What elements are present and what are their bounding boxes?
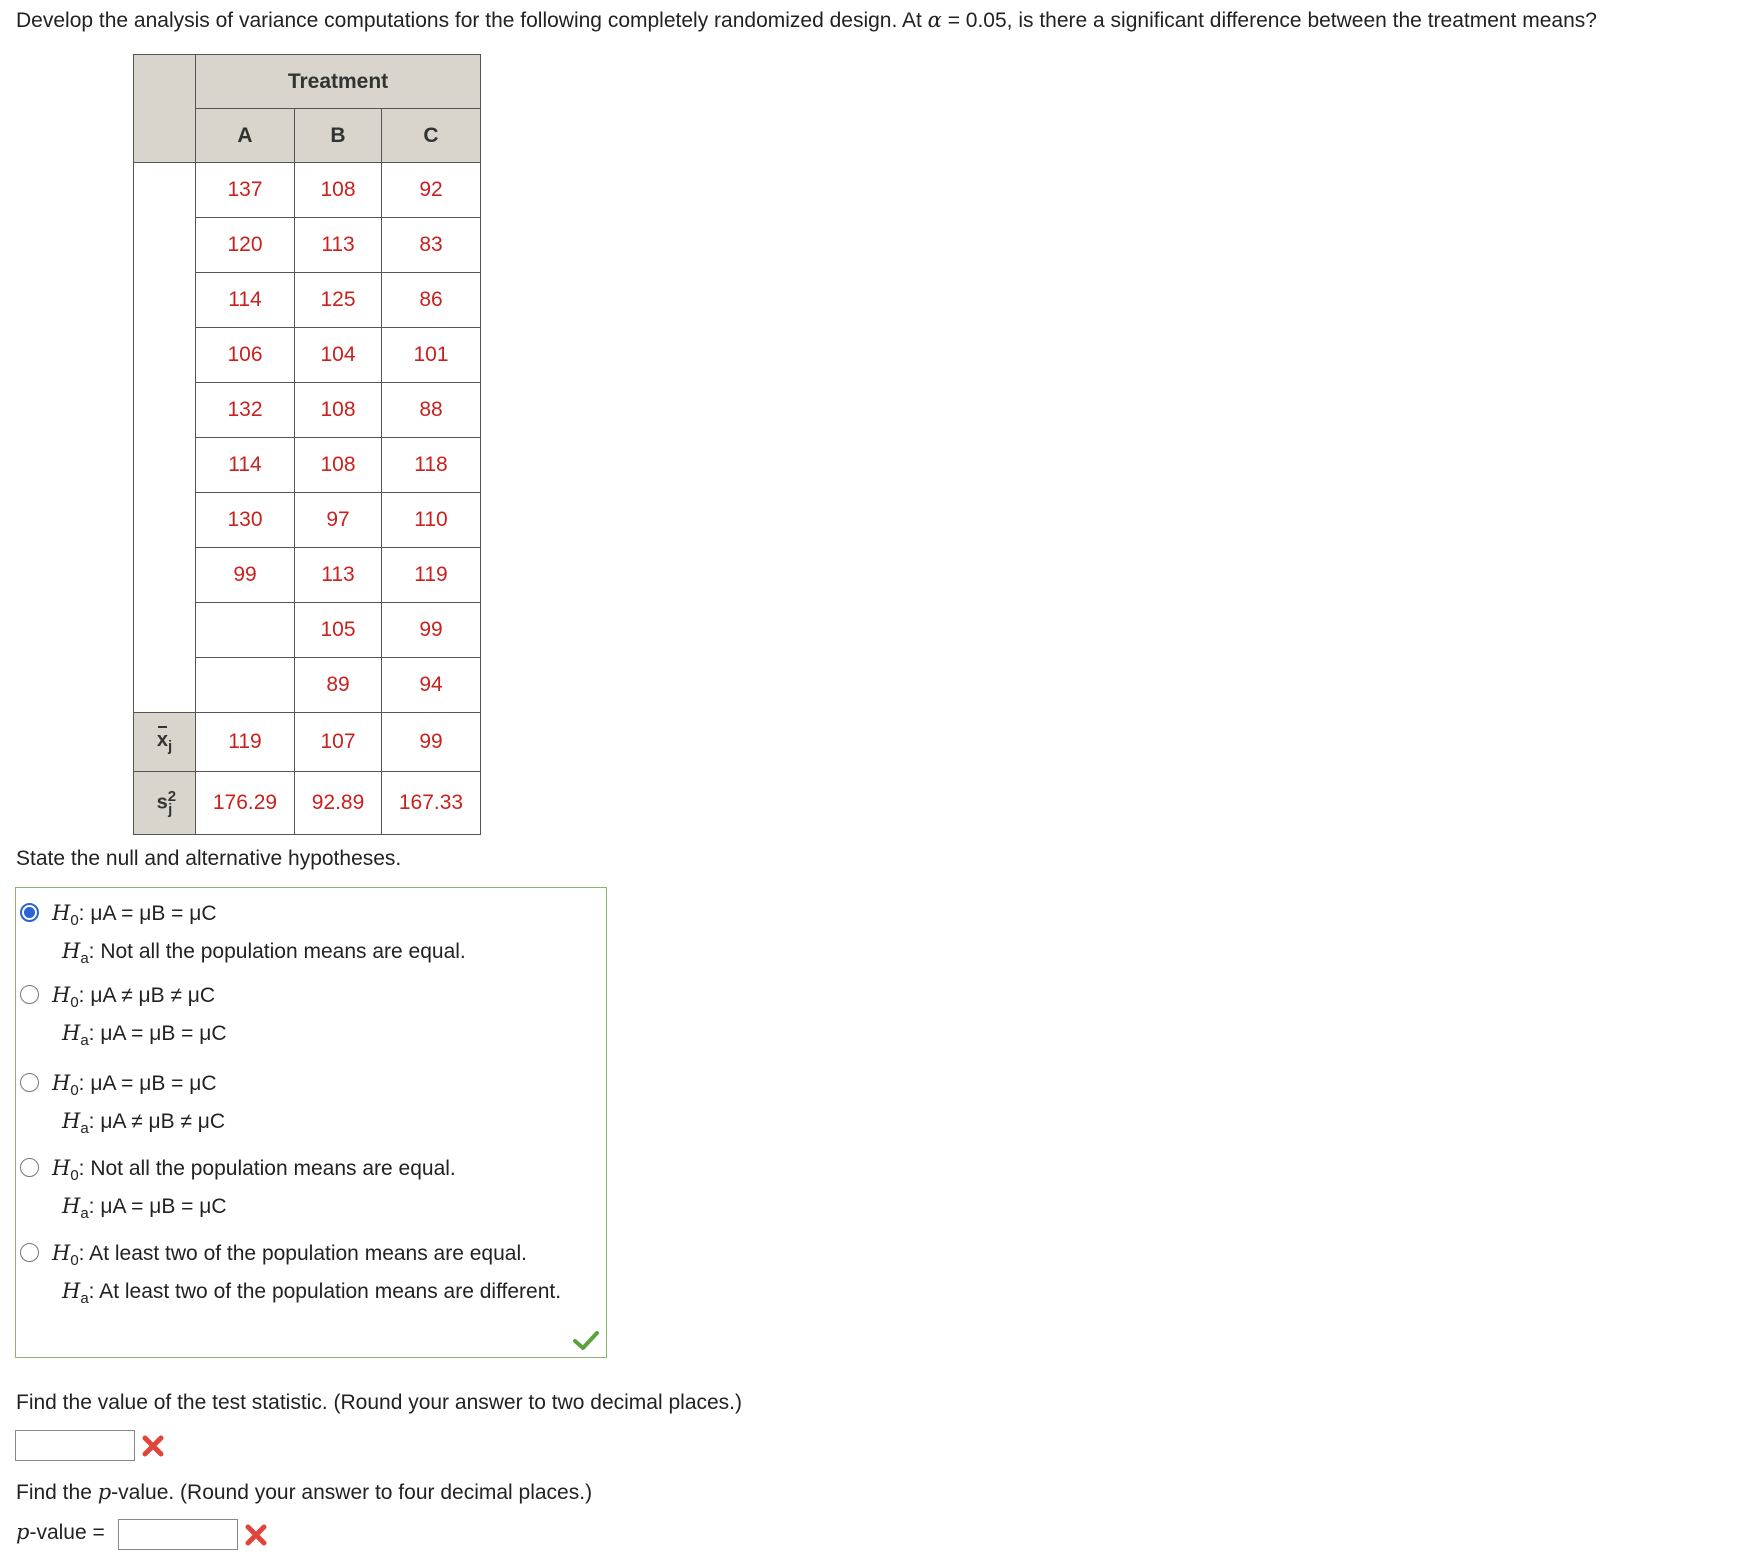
test-statistic-prompt: Find the value of the test statistic. (Round your answer to two decimal places.) — [16, 1391, 743, 1414]
data-cell: 137 — [196, 163, 295, 218]
data-cell: 99 — [196, 548, 295, 603]
p-value-label: p-value = — [16, 1520, 105, 1544]
incorrect-x-icon — [142, 1435, 164, 1457]
mean-label: $x_j$ — [134, 713, 196, 772]
data-cell: 108 — [295, 383, 382, 438]
question-text: Develop the analysis of variance computations for the following completely randomized design. At α = 0.05, is there a significant difference between the treatment means? — [16, 8, 1597, 32]
column-header-c: C — [382, 109, 481, 163]
data-cell: 104 — [295, 328, 382, 383]
data-cell: 105 — [295, 603, 382, 658]
radio-button[interactable] — [20, 1243, 39, 1262]
null-hypothesis: $H_0$: μA ≠ μB ≠ μC — [52, 983, 216, 1011]
null-hypothesis: $H_0$: At least two of the population means are equal. — [52, 1241, 527, 1269]
data-cell: 110 — [382, 493, 481, 548]
data-cell: 113 — [295, 218, 382, 273]
radio-button[interactable] — [20, 1073, 39, 1092]
data-cell — [196, 658, 295, 713]
null-hypothesis: $H_0$: μA = μB = μC — [52, 1071, 217, 1099]
null-hypothesis: $H_0$: Not all the population means are equal. — [52, 1156, 456, 1184]
data-cell — [196, 603, 295, 658]
incorrect-x-icon — [245, 1524, 267, 1546]
variance-cell: 92.89 — [295, 772, 382, 835]
alternative-hypothesis: $H_a$: μA = μB = μC — [62, 1021, 227, 1049]
data-cell: 108 — [295, 163, 382, 218]
data-cell: 106 — [196, 328, 295, 383]
variance-label: $s^2_j$ — [134, 772, 196, 835]
data-cell: 89 — [295, 658, 382, 713]
data-cell: 113 — [295, 548, 382, 603]
radio-button[interactable] — [20, 985, 39, 1004]
data-cell: 114 — [196, 273, 295, 328]
alternative-hypothesis: $H_a$: μA = μB = μC — [62, 1194, 227, 1222]
treatment-header: Treatment — [196, 55, 481, 109]
data-cell: 118 — [382, 438, 481, 493]
table-row — [134, 163, 481, 218]
variance-cell: 167.33 — [382, 772, 481, 835]
data-cell: 119 — [382, 548, 481, 603]
mean-cell: 107 — [295, 713, 382, 772]
alpha-symbol: α — [927, 8, 942, 32]
p-value-prompt: Find the p-value. (Round your answer to four decimal places.) — [16, 1480, 593, 1504]
alternative-hypothesis: $H_a$: μA ≠ μB ≠ μC — [62, 1109, 226, 1137]
data-cell: 86 — [382, 273, 481, 328]
variance-row — [134, 772, 481, 835]
hypotheses-answer-box — [15, 887, 607, 1358]
data-cell: 83 — [382, 218, 481, 273]
data-cell: 94 — [382, 658, 481, 713]
test-statistic-input[interactable] — [15, 1430, 135, 1461]
p-value-input[interactable] — [118, 1519, 238, 1550]
data-cell: 92 — [382, 163, 481, 218]
mean-cell: 119 — [196, 713, 295, 772]
row-label-blank — [134, 163, 196, 713]
table-corner — [134, 55, 196, 163]
mean-row — [134, 713, 481, 772]
data-cell: 120 — [196, 218, 295, 273]
column-header-a: A — [196, 109, 295, 163]
alternative-hypothesis: $H_a$: At least two of the population means are different. — [62, 1279, 562, 1307]
data-cell: 125 — [295, 273, 382, 328]
data-cell: 97 — [295, 493, 382, 548]
data-cell: 88 — [382, 383, 481, 438]
radio-button[interactable] — [20, 903, 39, 922]
data-cell: 108 — [295, 438, 382, 493]
hypotheses-prompt: State the null and alternative hypotheses. — [16, 847, 402, 870]
data-cell: 99 — [382, 603, 481, 658]
correct-check-icon — [572, 1329, 600, 1351]
data-cell: 132 — [196, 383, 295, 438]
variance-cell: 176.29 — [196, 772, 295, 835]
null-hypothesis: $H_0$: μA = μB = μC — [52, 901, 217, 929]
column-header-b: B — [295, 109, 382, 163]
alternative-hypothesis: $H_a$: Not all the population means are equal. — [62, 939, 466, 967]
treatment-data-table — [133, 54, 481, 835]
radio-button[interactable] — [20, 1158, 39, 1177]
data-cell: 114 — [196, 438, 295, 493]
data-cell: 130 — [196, 493, 295, 548]
data-cell: 101 — [382, 328, 481, 383]
mean-cell: 99 — [382, 713, 481, 772]
